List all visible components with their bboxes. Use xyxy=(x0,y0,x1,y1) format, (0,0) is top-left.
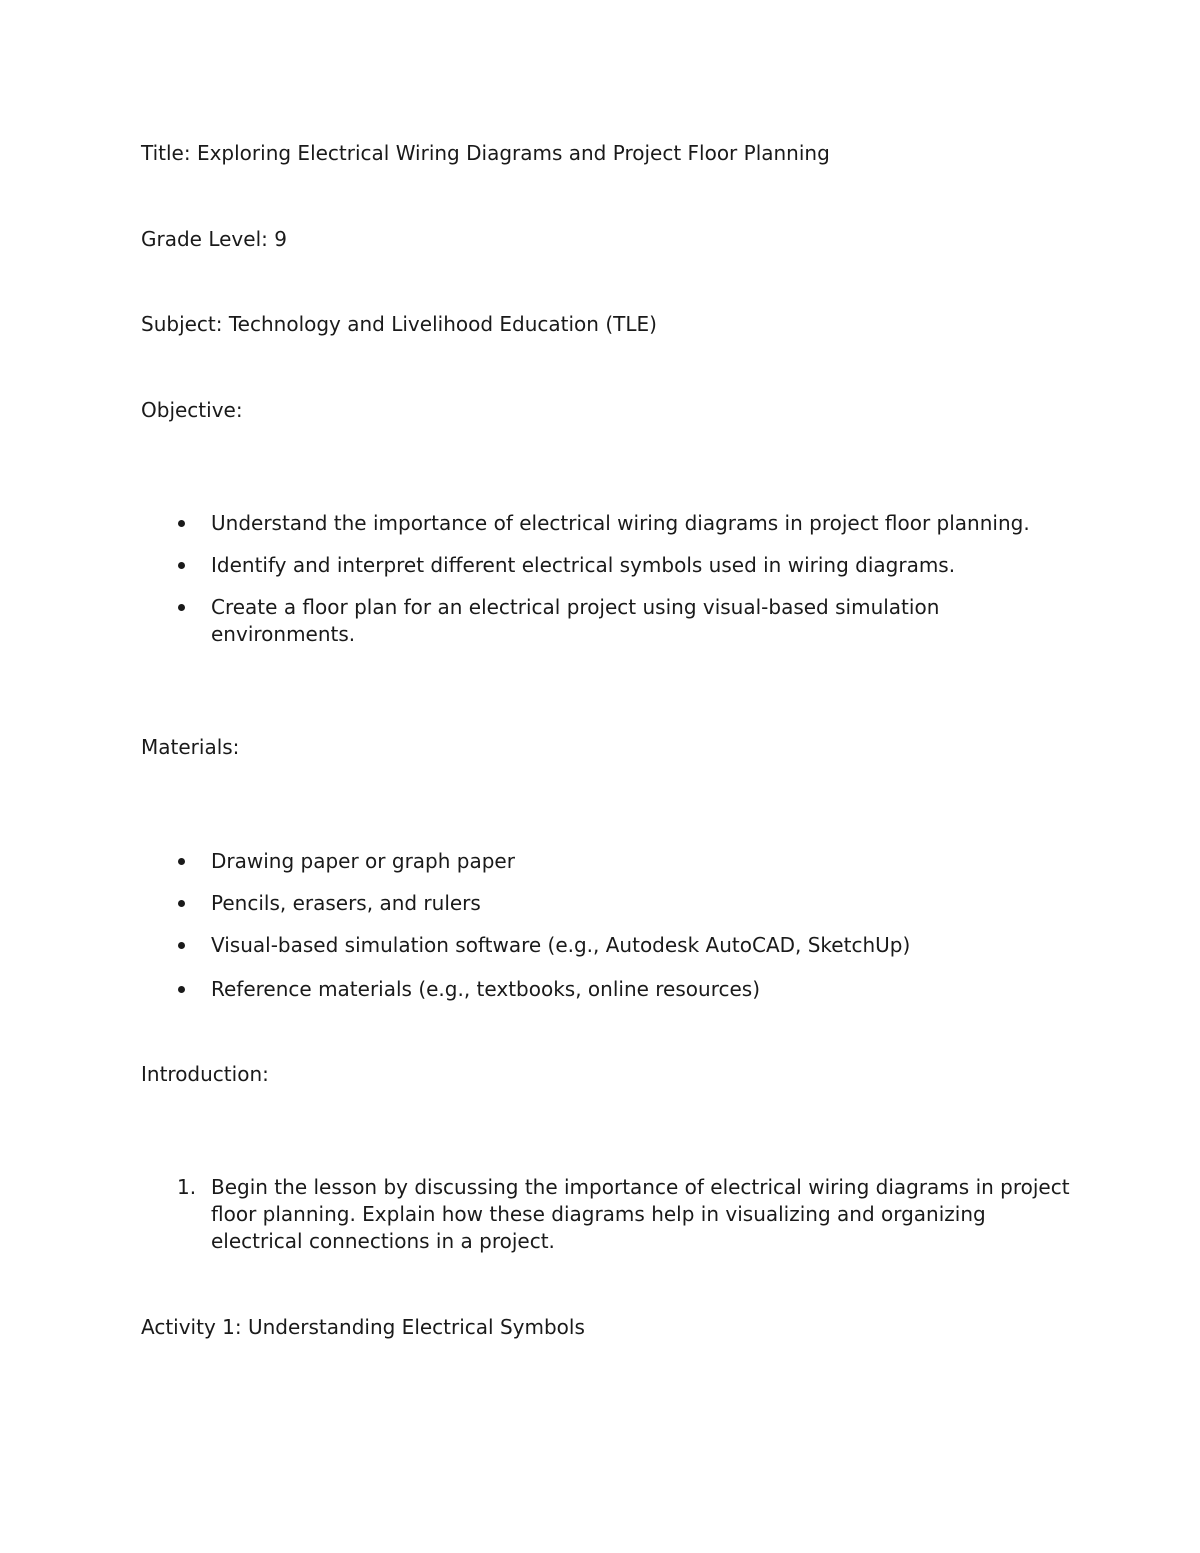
materials-item xyxy=(141,976,1071,1003)
materials-item-text: Reference materials (e.g., textbooks, online resources) xyxy=(211,977,761,1001)
bullet-icon xyxy=(178,520,185,527)
materials-item xyxy=(141,890,1071,917)
materials-item-text: Visual-based simulation software (e.g., Autodesk AutoCAD, SketchUp) xyxy=(211,933,911,957)
bullet-icon xyxy=(178,942,185,949)
objective-heading: Objective: xyxy=(141,398,243,422)
objective-item-text: Identify and interpret different electrical symbols used in wiring diagrams. xyxy=(211,553,956,577)
bullet-icon xyxy=(178,900,185,907)
introduction-list xyxy=(141,1174,1071,1255)
materials-item-text: Pencils, erasers, and rulers xyxy=(211,891,481,915)
grade-level: Grade Level: 9 xyxy=(141,227,287,251)
bullet-icon xyxy=(178,604,185,611)
materials-list xyxy=(141,848,1071,1003)
materials-item xyxy=(141,932,1071,959)
activity-1-heading: Activity 1: Understanding Electrical Symbols xyxy=(141,1315,585,1339)
objective-list xyxy=(141,510,1071,648)
objective-item xyxy=(141,510,1071,537)
subject: Subject: Technology and Livelihood Education (TLE) xyxy=(141,312,657,336)
materials-heading: Materials: xyxy=(141,735,240,759)
materials-item-text: Drawing paper or graph paper xyxy=(211,849,515,873)
bullet-icon xyxy=(178,562,185,569)
bullet-icon xyxy=(178,986,185,993)
objective-item-text: Create a floor plan for an electrical project using visual-based simulation environments. xyxy=(211,595,940,646)
introduction-item-number: 1. xyxy=(177,1175,197,1199)
introduction-heading: Introduction: xyxy=(141,1062,269,1086)
objective-item xyxy=(141,552,1071,579)
introduction-item-text: Begin the lesson by discussing the importance of electrical wiring diagrams in project floor planning. Explain how these diagrams help in visualizing and organizing electrical connections in a project. xyxy=(211,1175,1070,1253)
lesson-title: Title: Exploring Electrical Wiring Diagrams and Project Floor Planning xyxy=(141,141,830,165)
objective-item xyxy=(141,594,1071,648)
materials-item xyxy=(141,848,1071,875)
introduction-item xyxy=(141,1174,1071,1255)
bullet-icon xyxy=(178,858,185,865)
objective-item-text: Understand the importance of electrical wiring diagrams in project floor planning. xyxy=(211,511,1030,535)
